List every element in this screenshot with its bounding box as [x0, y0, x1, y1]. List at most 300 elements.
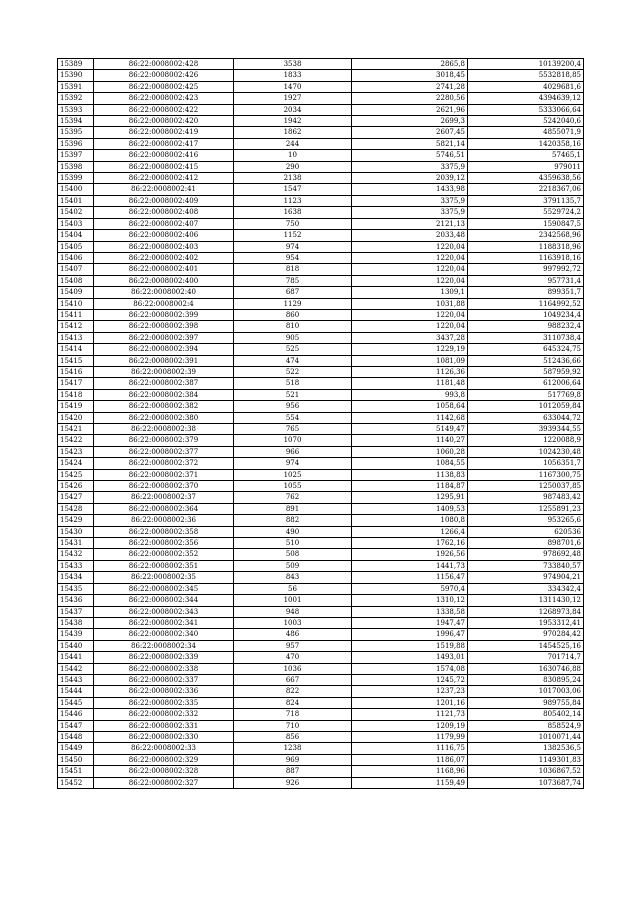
- row-number-cell: 15427: [58, 492, 94, 503]
- area-cell: 1129: [234, 298, 352, 309]
- row-number-cell: 15396: [58, 138, 94, 149]
- cadastral-value-cell: 1149301,83: [468, 754, 584, 765]
- unit-value-cell: 1310,12: [352, 595, 468, 606]
- unit-value-cell: 1084,55: [352, 458, 468, 469]
- area-cell: 1638: [234, 207, 352, 218]
- cadastral-number-cell: 86:22:0008002:344: [94, 595, 234, 606]
- unit-value-cell: 993,8: [352, 389, 468, 400]
- area-cell: 1003: [234, 617, 352, 628]
- table-row: [58, 481, 584, 492]
- table-row: [58, 595, 584, 606]
- row-number-cell: 15406: [58, 252, 94, 263]
- area-cell: 1470: [234, 81, 352, 92]
- row-number-cell: 15442: [58, 663, 94, 674]
- cadastral-value-cell: 620536: [468, 526, 584, 537]
- document-page: [57, 58, 583, 789]
- area-cell: 1036: [234, 663, 352, 674]
- row-number-cell: 15415: [58, 355, 94, 366]
- cadastral-number-cell: 86:22:0008002:40: [94, 287, 234, 298]
- area-cell: 969: [234, 754, 352, 765]
- unit-value-cell: 2607,45: [352, 127, 468, 138]
- cadastral-number-cell: 86:22:0008002:337: [94, 674, 234, 685]
- row-number-cell: 15440: [58, 640, 94, 651]
- cadastral-value-cell: 1311430,12: [468, 595, 584, 606]
- table-row: [58, 663, 584, 674]
- unit-value-cell: 1080,8: [352, 515, 468, 526]
- cadastral-number-cell: 86:22:0008002:364: [94, 503, 234, 514]
- cadastral-number-cell: 86:22:0008002:416: [94, 150, 234, 161]
- area-cell: 554: [234, 412, 352, 423]
- table-row: [58, 583, 584, 594]
- area-cell: 667: [234, 674, 352, 685]
- cadastral-number-cell: 86:22:0008002:338: [94, 663, 234, 674]
- cadastral-number-cell: 86:22:0008002:352: [94, 549, 234, 560]
- cadastral-number-cell: 86:22:0008002:377: [94, 446, 234, 457]
- cadastral-value-cell: 5333066,64: [468, 104, 584, 115]
- cadastral-value-cell: 1250037,85: [468, 481, 584, 492]
- area-cell: 470: [234, 652, 352, 663]
- cadastral-number-cell: 86:22:0008002:341: [94, 617, 234, 628]
- row-number-cell: 15405: [58, 241, 94, 252]
- unit-value-cell: 1186,07: [352, 754, 468, 765]
- cadastral-number-cell: 86:22:0008002:335: [94, 697, 234, 708]
- table-row: [58, 538, 584, 549]
- table-row: [58, 606, 584, 617]
- area-cell: 1833: [234, 70, 352, 81]
- row-number-cell: 15393: [58, 104, 94, 115]
- area-cell: 2138: [234, 173, 352, 184]
- table-row: [58, 252, 584, 263]
- area-cell: 509: [234, 560, 352, 571]
- row-number-cell: 15429: [58, 515, 94, 526]
- cadastral-number-cell: 86:22:0008002:394: [94, 344, 234, 355]
- area-cell: 518: [234, 378, 352, 389]
- unit-value-cell: 1338,58: [352, 606, 468, 617]
- cadastral-value-cell: 1255891,23: [468, 503, 584, 514]
- cadastral-number-cell: 86:22:0008002:345: [94, 583, 234, 594]
- row-number-cell: 15451: [58, 766, 94, 777]
- area-cell: 856: [234, 731, 352, 742]
- cadastral-value-cell: 5529724,2: [468, 207, 584, 218]
- cadastral-value-cell: 612006,64: [468, 378, 584, 389]
- cadastral-number-cell: 86:22:0008002:327: [94, 777, 234, 788]
- table-row: [58, 81, 584, 92]
- table-row: [58, 104, 584, 115]
- unit-value-cell: 5970,4: [352, 583, 468, 594]
- table-row: [58, 458, 584, 469]
- unit-value-cell: 1441,73: [352, 560, 468, 571]
- cadastral-value-cell: 633044,72: [468, 412, 584, 423]
- table-row: [58, 617, 584, 628]
- area-cell: 1123: [234, 195, 352, 206]
- cadastral-number-cell: 86:22:0008002:399: [94, 309, 234, 320]
- cadastral-number-cell: 86:22:0008002:380: [94, 412, 234, 423]
- area-cell: 1942: [234, 116, 352, 127]
- row-number-cell: 15435: [58, 583, 94, 594]
- cadastral-number-cell: 86:22:0008002:406: [94, 230, 234, 241]
- cadastral-value-cell: 1164992,52: [468, 298, 584, 309]
- cadastral-number-cell: 86:22:0008002:379: [94, 435, 234, 446]
- table-row: [58, 59, 584, 70]
- cadastral-number-cell: 86:22:0008002:351: [94, 560, 234, 571]
- table-row: [58, 207, 584, 218]
- area-cell: 687: [234, 287, 352, 298]
- unit-value-cell: 3375,9: [352, 195, 468, 206]
- cadastral-value-cell: 10139200,4: [468, 59, 584, 70]
- row-number-cell: 15452: [58, 777, 94, 788]
- table-row: [58, 298, 584, 309]
- unit-value-cell: 5149,47: [352, 424, 468, 435]
- unit-value-cell: 2865,8: [352, 59, 468, 70]
- unit-value-cell: 1926,56: [352, 549, 468, 560]
- area-cell: 974: [234, 458, 352, 469]
- area-cell: 954: [234, 252, 352, 263]
- cadastral-value-cell: 3939344,55: [468, 424, 584, 435]
- table-row: [58, 492, 584, 503]
- table-row: [58, 686, 584, 697]
- cadastral-value-cell: 733840,57: [468, 560, 584, 571]
- area-cell: 957: [234, 640, 352, 651]
- table-row: [58, 674, 584, 685]
- cadastral-number-cell: 86:22:0008002:330: [94, 731, 234, 742]
- unit-value-cell: 1116,75: [352, 743, 468, 754]
- unit-value-cell: 1762,16: [352, 538, 468, 549]
- cadastral-number-cell: 86:22:0008002:34: [94, 640, 234, 651]
- cadastral-number-cell: 86:22:0008002:422: [94, 104, 234, 115]
- area-cell: 1001: [234, 595, 352, 606]
- unit-value-cell: 1519,88: [352, 640, 468, 651]
- cadastral-value-cell: 3791135,7: [468, 195, 584, 206]
- cadastral-value-cell: 2342568,96: [468, 230, 584, 241]
- area-cell: 956: [234, 401, 352, 412]
- table-row: [58, 424, 584, 435]
- table-row: [58, 754, 584, 765]
- row-number-cell: 15425: [58, 469, 94, 480]
- cadastral-number-cell: 86:22:0008002:382: [94, 401, 234, 412]
- cadastral-number-cell: 86:22:0008002:428: [94, 59, 234, 70]
- table-row: [58, 652, 584, 663]
- area-cell: 522: [234, 366, 352, 377]
- row-number-cell: 15433: [58, 560, 94, 571]
- table-row: [58, 309, 584, 320]
- row-number-cell: 15392: [58, 93, 94, 104]
- cadastral-number-cell: 86:22:0008002:412: [94, 173, 234, 184]
- cadastral-number-cell: 86:22:0008002:35: [94, 572, 234, 583]
- row-number-cell: 15417: [58, 378, 94, 389]
- row-number-cell: 15401: [58, 195, 94, 206]
- cadastral-value-cell: 1012059,84: [468, 401, 584, 412]
- area-cell: 887: [234, 766, 352, 777]
- cadastral-number-cell: 86:22:0008002:371: [94, 469, 234, 480]
- row-number-cell: 15422: [58, 435, 94, 446]
- row-number-cell: 15432: [58, 549, 94, 560]
- area-cell: 882: [234, 515, 352, 526]
- cadastral-value-cell: 1220088,9: [468, 435, 584, 446]
- row-number-cell: 15448: [58, 731, 94, 742]
- table-row: [58, 150, 584, 161]
- unit-value-cell: 3375,9: [352, 161, 468, 172]
- area-cell: 1025: [234, 469, 352, 480]
- table-row: [58, 640, 584, 651]
- row-number-cell: 15409: [58, 287, 94, 298]
- unit-value-cell: 1179,99: [352, 731, 468, 742]
- table-row: [58, 572, 584, 583]
- table-row: [58, 777, 584, 788]
- row-number-cell: 15428: [58, 503, 94, 514]
- area-cell: 1152: [234, 230, 352, 241]
- unit-value-cell: 1309,1: [352, 287, 468, 298]
- table-row: [58, 264, 584, 275]
- table-row: [58, 241, 584, 252]
- table-row: [58, 378, 584, 389]
- cadastral-value-cell: 1953312,41: [468, 617, 584, 628]
- area-cell: 56: [234, 583, 352, 594]
- area-cell: 818: [234, 264, 352, 275]
- cadastral-number-cell: 86:22:0008002:398: [94, 321, 234, 332]
- table-row: [58, 230, 584, 241]
- unit-value-cell: 1220,04: [352, 252, 468, 263]
- cadastral-value-cell: 334342,4: [468, 583, 584, 594]
- row-number-cell: 15410: [58, 298, 94, 309]
- table-row: [58, 697, 584, 708]
- table-row: [58, 709, 584, 720]
- row-number-cell: 15413: [58, 332, 94, 343]
- unit-value-cell: 1433,98: [352, 184, 468, 195]
- area-cell: 521: [234, 389, 352, 400]
- unit-value-cell: 1058,64: [352, 401, 468, 412]
- table-row: [58, 401, 584, 412]
- cadastral-value-cell: 4394639,12: [468, 93, 584, 104]
- table-row: [58, 731, 584, 742]
- unit-value-cell: 1237,23: [352, 686, 468, 697]
- unit-value-cell: 1031,88: [352, 298, 468, 309]
- row-number-cell: 15418: [58, 389, 94, 400]
- area-cell: 1070: [234, 435, 352, 446]
- row-number-cell: 15438: [58, 617, 94, 628]
- cadastral-number-cell: 86:22:0008002:409: [94, 195, 234, 206]
- row-number-cell: 15431: [58, 538, 94, 549]
- row-number-cell: 15450: [58, 754, 94, 765]
- cadastral-number-cell: 86:22:0008002:36: [94, 515, 234, 526]
- row-number-cell: 15430: [58, 526, 94, 537]
- unit-value-cell: 3375,9: [352, 207, 468, 218]
- cadastral-number-cell: 86:22:0008002:391: [94, 355, 234, 366]
- unit-value-cell: 1156,47: [352, 572, 468, 583]
- cadastral-number-cell: 86:22:0008002:336: [94, 686, 234, 697]
- table-row: [58, 195, 584, 206]
- row-number-cell: 15404: [58, 230, 94, 241]
- table-row: [58, 366, 584, 377]
- cadastral-number-cell: 86:22:0008002:331: [94, 720, 234, 731]
- cadastral-number-cell: 86:22:0008002:358: [94, 526, 234, 537]
- table-row: [58, 218, 584, 229]
- cadastral-number-cell: 86:22:0008002:339: [94, 652, 234, 663]
- row-number-cell: 15441: [58, 652, 94, 663]
- cadastral-value-cell: 512436,66: [468, 355, 584, 366]
- area-cell: 525: [234, 344, 352, 355]
- cadastral-number-cell: 86:22:0008002:37: [94, 492, 234, 503]
- cadastral-number-cell: 86:22:0008002:423: [94, 93, 234, 104]
- area-cell: 785: [234, 275, 352, 286]
- table-row: [58, 184, 584, 195]
- area-cell: 1927: [234, 93, 352, 104]
- unit-value-cell: 1220,04: [352, 321, 468, 332]
- unit-value-cell: 3437,28: [352, 332, 468, 343]
- table-row: [58, 93, 584, 104]
- unit-value-cell: 1140,27: [352, 435, 468, 446]
- cadastral-number-cell: 86:22:0008002:328: [94, 766, 234, 777]
- row-number-cell: 15411: [58, 309, 94, 320]
- unit-value-cell: 1168,96: [352, 766, 468, 777]
- table-row: [58, 173, 584, 184]
- table-row: [58, 629, 584, 640]
- unit-value-cell: 1245,72: [352, 674, 468, 685]
- cadastral-number-cell: 86:22:0008002:384: [94, 389, 234, 400]
- cadastral-number-cell: 86:22:0008002:419: [94, 127, 234, 138]
- cadastral-number-cell: 86:22:0008002:408: [94, 207, 234, 218]
- unit-value-cell: 1220,04: [352, 275, 468, 286]
- unit-value-cell: 1142,68: [352, 412, 468, 423]
- unit-value-cell: 2741,28: [352, 81, 468, 92]
- row-number-cell: 15398: [58, 161, 94, 172]
- area-cell: 290: [234, 161, 352, 172]
- cadastral-number-cell: 86:22:0008002:402: [94, 252, 234, 263]
- unit-value-cell: 1081,09: [352, 355, 468, 366]
- cadastral-value-cell: 1188318,96: [468, 241, 584, 252]
- cadastral-number-cell: 86:22:0008002:356: [94, 538, 234, 549]
- cadastral-number-cell: 86:22:0008002:340: [94, 629, 234, 640]
- area-cell: 508: [234, 549, 352, 560]
- table-row: [58, 344, 584, 355]
- cadastral-value-cell: 1382536,5: [468, 743, 584, 754]
- row-number-cell: 15424: [58, 458, 94, 469]
- cadastral-value-cell: 989755,84: [468, 697, 584, 708]
- unit-value-cell: 1996,47: [352, 629, 468, 640]
- area-cell: 966: [234, 446, 352, 457]
- unit-value-cell: 2039,12: [352, 173, 468, 184]
- area-cell: 822: [234, 686, 352, 697]
- row-number-cell: 15443: [58, 674, 94, 685]
- row-number-cell: 15445: [58, 697, 94, 708]
- cadastral-number-cell: 86:22:0008002:343: [94, 606, 234, 617]
- cadastral-number-cell: 86:22:0008002:387: [94, 378, 234, 389]
- row-number-cell: 15419: [58, 401, 94, 412]
- unit-value-cell: 1266,4: [352, 526, 468, 537]
- cadastral-value-cell: 701714,7: [468, 652, 584, 663]
- row-number-cell: 15447: [58, 720, 94, 731]
- unit-value-cell: 1220,04: [352, 264, 468, 275]
- area-cell: 474: [234, 355, 352, 366]
- area-cell: 1055: [234, 481, 352, 492]
- unit-value-cell: 1184,87: [352, 481, 468, 492]
- unit-value-cell: 1181,48: [352, 378, 468, 389]
- table-row: [58, 116, 584, 127]
- unit-value-cell: 2280,56: [352, 93, 468, 104]
- row-number-cell: 15400: [58, 184, 94, 195]
- cadastral-value-cell: 1017003,06: [468, 686, 584, 697]
- unit-value-cell: 1209,19: [352, 720, 468, 731]
- cadastral-number-cell: 86:22:0008002:33: [94, 743, 234, 754]
- cadastral-number-cell: 86:22:0008002:4: [94, 298, 234, 309]
- cadastral-value-cell: 997992,72: [468, 264, 584, 275]
- table-row: [58, 161, 584, 172]
- area-cell: 2034: [234, 104, 352, 115]
- area-cell: 486: [234, 629, 352, 640]
- cadastral-number-cell: 86:22:0008002:39: [94, 366, 234, 377]
- cadastral-value-cell: 979011: [468, 161, 584, 172]
- area-cell: 765: [234, 424, 352, 435]
- table-row: [58, 127, 584, 138]
- table-row: [58, 515, 584, 526]
- area-cell: 926: [234, 777, 352, 788]
- area-cell: 3538: [234, 59, 352, 70]
- row-number-cell: 15426: [58, 481, 94, 492]
- cadastral-number-cell: 86:22:0008002:400: [94, 275, 234, 286]
- area-cell: 810: [234, 321, 352, 332]
- cadastral-value-cell: 898701,6: [468, 538, 584, 549]
- row-number-cell: 15395: [58, 127, 94, 138]
- table-row: [58, 743, 584, 754]
- cadastral-value-cell: 517769,8: [468, 389, 584, 400]
- cadastral-value-cell: 5242040,6: [468, 116, 584, 127]
- cadastral-value-cell: 1024230,48: [468, 446, 584, 457]
- area-cell: 10: [234, 150, 352, 161]
- area-cell: 905: [234, 332, 352, 343]
- row-number-cell: 15449: [58, 743, 94, 754]
- row-number-cell: 15408: [58, 275, 94, 286]
- row-number-cell: 15423: [58, 446, 94, 457]
- table-row: [58, 446, 584, 457]
- row-number-cell: 15389: [58, 59, 94, 70]
- area-cell: 843: [234, 572, 352, 583]
- cadastral-value-cell: 1163918,16: [468, 252, 584, 263]
- row-number-cell: 15394: [58, 116, 94, 127]
- cadastral-value-cell: 3110738,4: [468, 332, 584, 343]
- area-cell: 824: [234, 697, 352, 708]
- area-cell: 1547: [234, 184, 352, 195]
- row-number-cell: 15446: [58, 709, 94, 720]
- cadastral-number-cell: 86:22:0008002:332: [94, 709, 234, 720]
- area-cell: 891: [234, 503, 352, 514]
- unit-value-cell: 1295,91: [352, 492, 468, 503]
- cadastral-number-cell: 86:22:0008002:370: [94, 481, 234, 492]
- unit-value-cell: 1138,83: [352, 469, 468, 480]
- unit-value-cell: 1574,08: [352, 663, 468, 674]
- cadastral-value-cell: 2218367,06: [468, 184, 584, 195]
- cadastral-number-cell: 86:22:0008002:426: [94, 70, 234, 81]
- row-number-cell: 15434: [58, 572, 94, 583]
- unit-value-cell: 5821,14: [352, 138, 468, 149]
- cadastral-number-cell: 86:22:0008002:38: [94, 424, 234, 435]
- cadastral-value-cell: 5532818,85: [468, 70, 584, 81]
- unit-value-cell: 1126,36: [352, 366, 468, 377]
- cadastral-number-cell: 86:22:0008002:397: [94, 332, 234, 343]
- area-cell: 974: [234, 241, 352, 252]
- area-cell: 718: [234, 709, 352, 720]
- cadastral-number-cell: 86:22:0008002:417: [94, 138, 234, 149]
- row-number-cell: 15414: [58, 344, 94, 355]
- table-row: [58, 503, 584, 514]
- cadastral-number-cell: 86:22:0008002:415: [94, 161, 234, 172]
- unit-value-cell: 1947,47: [352, 617, 468, 628]
- cadastral-value-cell: 1056351,7: [468, 458, 584, 469]
- table-row: [58, 70, 584, 81]
- cadastral-value-cell: 1268973,84: [468, 606, 584, 617]
- cadastral-number-cell: 86:22:0008002:403: [94, 241, 234, 252]
- cadastral-value-cell: 805402,14: [468, 709, 584, 720]
- cadastral-value-cell: 974904,21: [468, 572, 584, 583]
- table-row: [58, 720, 584, 731]
